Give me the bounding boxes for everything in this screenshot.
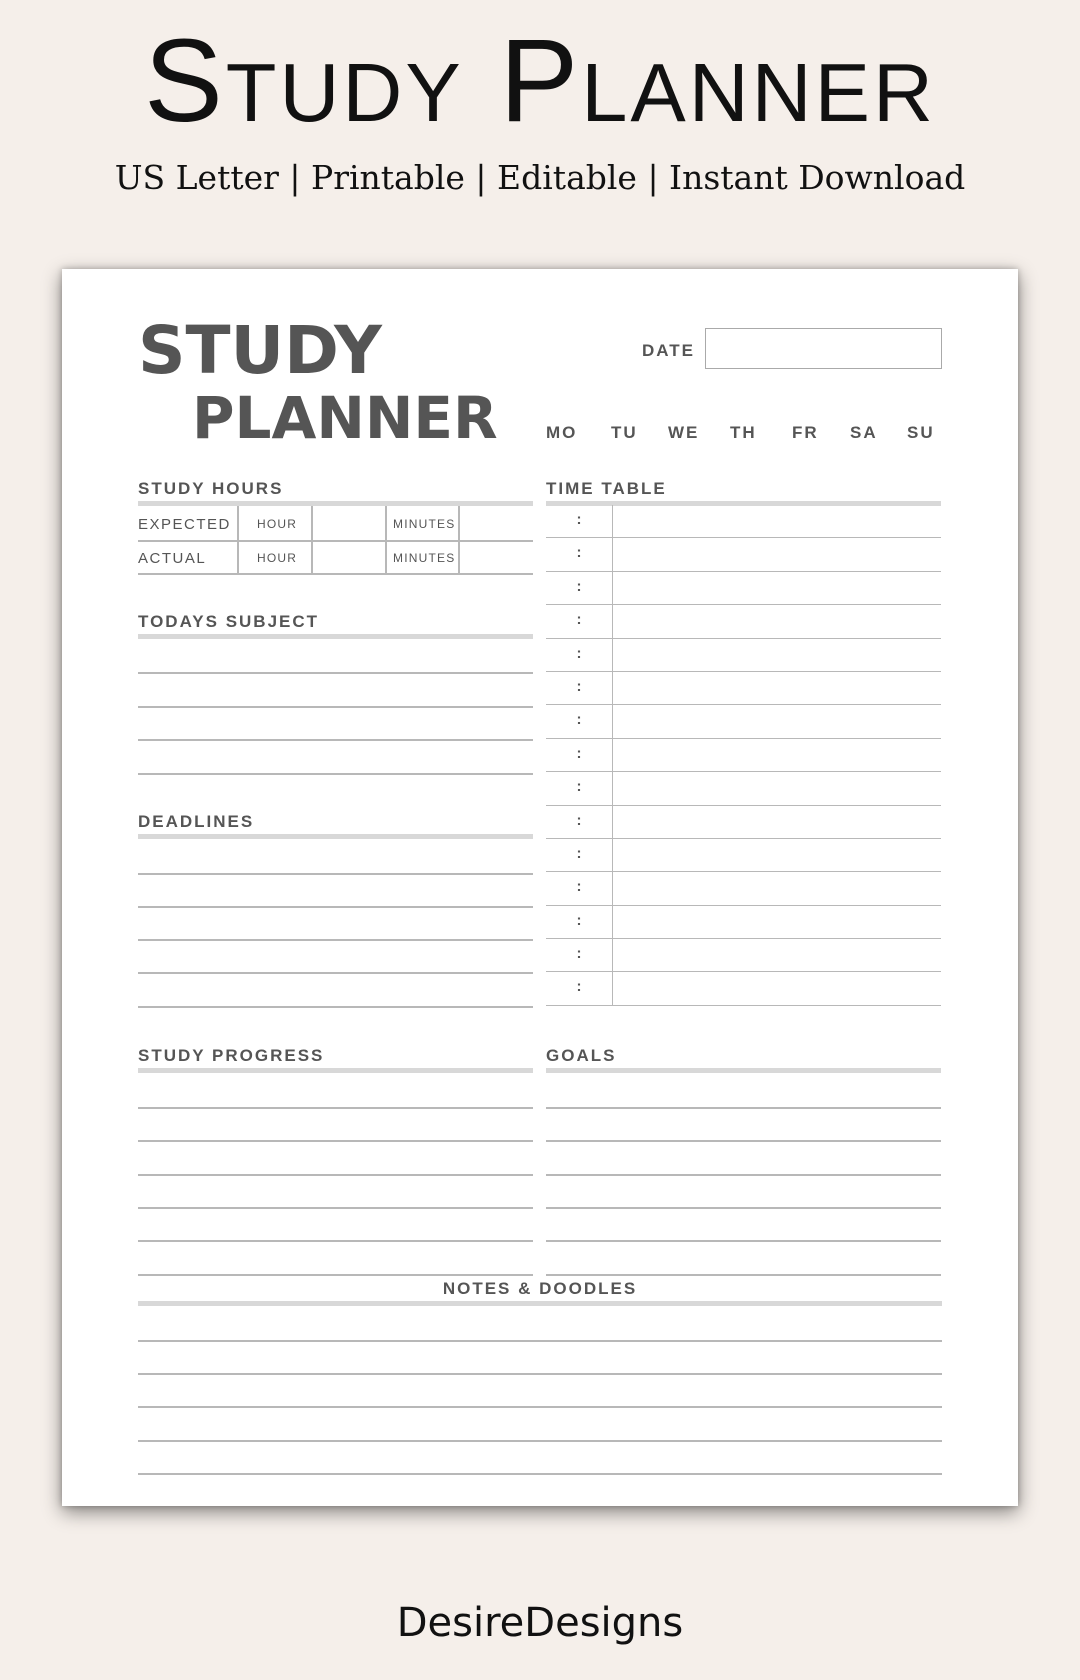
notes-line[interactable] <box>138 1340 942 1342</box>
time-table-entry[interactable] <box>612 605 941 637</box>
study-progress-line[interactable] <box>138 1274 533 1276</box>
planner-title-line2: PLANNER <box>192 384 498 452</box>
notes-line[interactable] <box>138 1406 942 1408</box>
time-table-row <box>546 739 941 772</box>
time-table-entry[interactable] <box>612 505 941 537</box>
study-progress-rule <box>138 1068 533 1073</box>
hero-subtitle: US Letter | Printable | Editable | Instant Download <box>114 158 966 197</box>
time-slot-field[interactable]: : <box>576 744 582 762</box>
planner-sheet <box>62 269 1018 1506</box>
todays-subject-rule <box>138 634 533 639</box>
deadline-line[interactable] <box>138 1006 533 1008</box>
study-progress-line[interactable] <box>138 1240 533 1242</box>
study-hours-row-line <box>138 573 533 575</box>
planner-title-line1: STUDY <box>138 312 382 389</box>
day-we[interactable]: WE <box>668 423 700 442</box>
expected-minutes-label: MINUTES <box>393 517 456 531</box>
time-slot-field[interactable]: : <box>576 844 582 862</box>
day-su[interactable]: SU <box>907 423 935 442</box>
time-table-entry[interactable] <box>612 872 941 904</box>
time-table-row <box>546 906 941 939</box>
time-slot-field[interactable]: : <box>576 577 582 595</box>
time-slot-field[interactable]: : <box>576 544 582 562</box>
deadlines-rule <box>138 834 533 839</box>
actual-hour-label: HOUR <box>257 551 298 565</box>
deadlines-heading: DEADLINES <box>138 812 255 831</box>
study-progress-line[interactable] <box>138 1140 533 1142</box>
study-hours-divider <box>237 506 239 573</box>
goals-heading: GOALS <box>546 1046 617 1065</box>
day-tu[interactable]: TU <box>611 423 638 442</box>
time-slot-field[interactable]: : <box>576 611 582 629</box>
expected-hour-label: HOUR <box>257 517 298 531</box>
time-table-entry[interactable] <box>612 705 941 737</box>
deadline-line[interactable] <box>138 873 533 875</box>
time-slot-field[interactable]: : <box>576 811 582 829</box>
time-table-row <box>546 572 941 605</box>
expected-label: EXPECTED <box>138 516 231 533</box>
goals-line[interactable] <box>546 1207 941 1209</box>
time-table-row <box>546 872 941 905</box>
todays-subject-line[interactable] <box>138 739 533 741</box>
time-table-row <box>546 772 941 805</box>
time-table-entry[interactable] <box>612 639 941 671</box>
time-table-entry[interactable] <box>612 839 941 871</box>
time-table-row <box>546 806 941 839</box>
time-table-heading: TIME TABLE <box>546 479 667 498</box>
goals-line[interactable] <box>546 1240 941 1242</box>
time-slot-field[interactable]: : <box>576 511 582 528</box>
time-table-entry[interactable] <box>612 906 941 938</box>
time-table-entry[interactable] <box>612 538 941 570</box>
actual-minutes-label: MINUTES <box>393 551 456 565</box>
time-slot-field[interactable]: : <box>576 945 582 963</box>
time-table-entry[interactable] <box>612 772 941 804</box>
goals-rule <box>546 1068 941 1073</box>
day-fr[interactable]: FR <box>792 423 819 442</box>
deadline-line[interactable] <box>138 906 533 908</box>
study-progress-heading: STUDY PROGRESS <box>138 1046 325 1065</box>
time-table-row <box>546 505 941 538</box>
brand-name: DesireDesigns <box>396 1600 684 1646</box>
todays-subject-line[interactable] <box>138 773 533 775</box>
time-table-row <box>546 672 941 705</box>
goals-line[interactable] <box>546 1107 941 1109</box>
time-table-row <box>546 639 941 672</box>
expected-minutes-field[interactable] <box>460 507 533 539</box>
time-table-row <box>546 538 941 571</box>
time-slot-field[interactable]: : <box>576 778 582 796</box>
expected-hour-field[interactable] <box>313 507 384 539</box>
todays-subject-heading: TODAYS SUBJECT <box>138 612 320 631</box>
time-table-entry[interactable] <box>612 739 941 771</box>
day-mo[interactable]: MO <box>546 423 578 442</box>
day-sa[interactable]: SA <box>850 423 878 442</box>
time-slot-field[interactable]: : <box>576 644 582 662</box>
study-hours-heading: STUDY HOURS <box>138 479 284 498</box>
study-progress-line[interactable] <box>138 1207 533 1209</box>
goals-line[interactable] <box>546 1174 941 1176</box>
time-table-row <box>546 939 941 972</box>
time-slot-field[interactable]: : <box>576 677 582 695</box>
notes-line[interactable] <box>138 1473 942 1475</box>
time-table-entry[interactable] <box>612 572 941 604</box>
todays-subject-line[interactable] <box>138 672 533 674</box>
deadline-line[interactable] <box>138 939 533 941</box>
time-table-row <box>546 839 941 872</box>
hero-title: Study Planner <box>144 15 936 147</box>
notes-line[interactable] <box>138 1440 942 1442</box>
date-label: DATE <box>642 341 696 360</box>
study-hours-rule <box>138 501 533 506</box>
weekday-selector <box>546 423 946 447</box>
time-table-entry[interactable] <box>612 972 941 1004</box>
actual-label: ACTUAL <box>138 550 207 567</box>
notes-heading: NOTES & DOODLES <box>442 1279 638 1298</box>
time-slot-field[interactable]: : <box>576 978 582 996</box>
study-progress-line[interactable] <box>138 1174 533 1176</box>
notes-rule <box>138 1301 942 1306</box>
deadline-line[interactable] <box>138 972 533 974</box>
time-table-row <box>546 605 941 638</box>
day-th[interactable]: TH <box>730 423 757 442</box>
study-progress-line[interactable] <box>138 1107 533 1109</box>
time-table-entry[interactable] <box>612 672 941 704</box>
goals-line[interactable] <box>546 1140 941 1142</box>
goals-line[interactable] <box>546 1274 941 1276</box>
actual-minutes-field[interactable] <box>460 542 533 572</box>
time-slot-field[interactable]: : <box>576 911 582 929</box>
time-table-entry[interactable] <box>612 939 941 971</box>
notes-line[interactable] <box>138 1373 942 1375</box>
time-table-row <box>546 705 941 738</box>
time-table <box>546 505 941 1006</box>
todays-subject-line[interactable] <box>138 706 533 708</box>
time-slot-field[interactable]: : <box>576 711 582 729</box>
study-hours-divider <box>385 506 387 573</box>
actual-hour-field[interactable] <box>313 542 384 572</box>
date-field[interactable] <box>705 328 942 369</box>
time-slot-field[interactable]: : <box>576 878 582 896</box>
time-table-row <box>546 972 941 1005</box>
time-table-entry[interactable] <box>612 806 941 838</box>
